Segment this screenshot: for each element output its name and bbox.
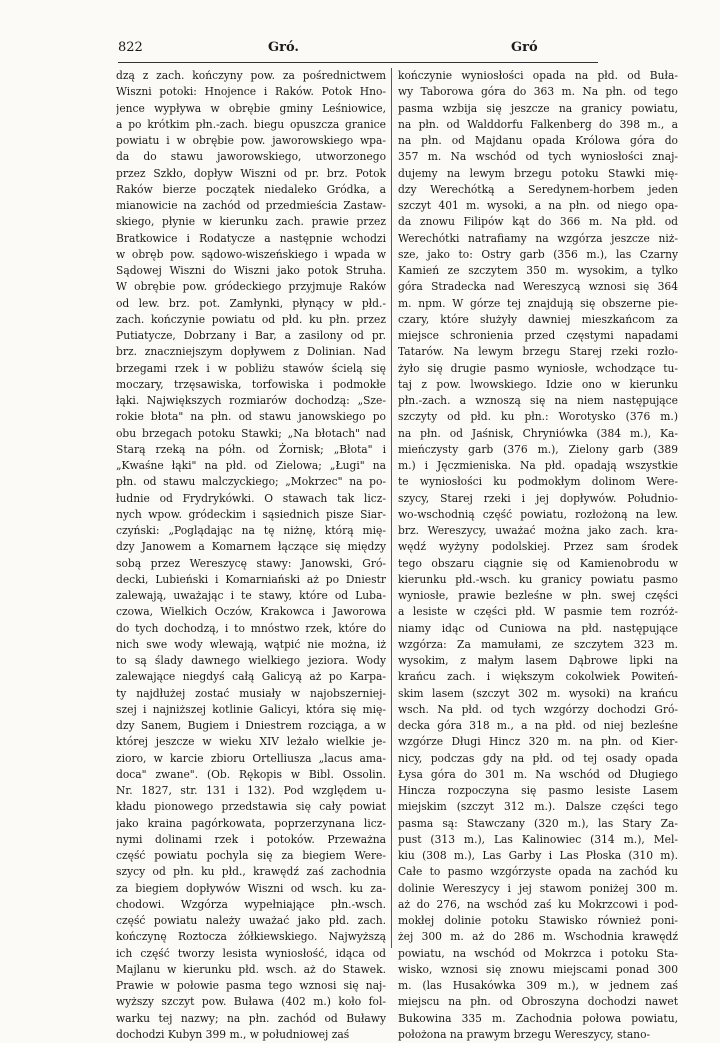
text-line: zioro, w karcie zbioru Ortelliusza „lacus ama- — [116, 751, 386, 765]
text-line: czary, które służyły dawniej mieszkańcom za — [398, 312, 678, 326]
running-head-right: Gró — [511, 40, 538, 55]
text-line: powiatu, na wschód od Mokrzca i potoku Sta- — [398, 946, 678, 960]
text-line: brz. znaczniejszym dopływem z Dolinian. Nad — [116, 345, 386, 359]
text-line: czowa, Wielkich Oczów, Krakowca i Jaworowa — [116, 605, 386, 619]
text-line: moczary, trzęsawiska, torfowiska i podmokłe — [116, 377, 386, 391]
text-line: w obręb pow. sądowo-wiszeńskiego i wpada w — [116, 247, 386, 261]
text-line: dzy Janowem a Komarnem łączące się między — [116, 540, 386, 554]
text-line: te wyniosłości ku podmokłym dolinom Were- — [398, 475, 678, 489]
text-line: sobą przez Wereszycę stawy: Janowski, Gró- — [116, 556, 386, 570]
text-line: Prawie w połowie pasma tego wznosi się naj- — [116, 979, 386, 992]
text-line: Bratkowice i Rodatycze a następnie wchodzi — [116, 231, 386, 245]
text-line: taj z pow. lwowskiego. Idzie ono w kierunku — [398, 377, 678, 391]
column-divider — [391, 68, 392, 948]
text-line: nymi dolinami rzek i potoków. Przeważna — [116, 832, 386, 846]
text-line: wo-wschodnią część powiatu, rozłożoną na lew. — [398, 507, 678, 521]
page-number: 822 — [118, 40, 143, 55]
text-line: krańcu zach. i większym cokolwiek Powiteń- — [398, 670, 678, 684]
text-line: zalewają, uważając i te stawy, które od Luba- — [116, 589, 386, 602]
text-line: wzgórze Długi Hincz 320 m. na płn. od Kier- — [398, 735, 678, 749]
text-line: m. npm. W górze tej znajdują się obszerne pie- — [398, 296, 678, 310]
text-line: da znowu Filipów kąt do 366 m. Na płd. od — [398, 215, 678, 229]
text-line: warku tej nazwy; na płn. zachód od Buławy — [116, 1011, 386, 1025]
text-line: wyniosłe, prawie bezleśne w płn. swej części — [398, 589, 678, 602]
text-line: to są ślady dawnego wielkiego jeziora. Wody — [116, 654, 386, 667]
text-line: żej 300 m. aż do 286 m. Wschodnia krawędź — [398, 930, 678, 944]
text-line: pasma wzbija się jeszcze na granicy powiatu, — [398, 101, 678, 115]
running-header — [118, 40, 596, 60]
text-line: nych wpow. gródeckim i sąsiednich pisze Siar- — [116, 507, 386, 521]
text-line: kończynę Roztocza żółkiewskiego. Najwyższą — [116, 930, 386, 944]
text-line: miejskim (szczyt 312 m.). Dalsze części tego — [398, 800, 678, 814]
text-line: szej i najniższej kotlinie Galicyi, która się mię- — [116, 702, 386, 716]
text-line: nicy, podczas gdy na płd. od tej osady opada — [398, 751, 678, 765]
text-line: da do stawu jaworowskiego, utworzonego — [116, 150, 386, 164]
text-line: wsch. Na płd. od tych wzgórzy dochodzi Gró- — [398, 702, 678, 716]
text-line: wisko, wznosi się znowu miejscami ponad 300 — [398, 962, 678, 976]
text-line: Tatarów. Na lewym brzegu Starej rzeki rozło- — [398, 345, 678, 359]
text-line: Bukowina 335 m. Zachodnia połowa powiatu, — [398, 1011, 678, 1025]
text-line: część powiatu pochyla się za biegiem Were- — [116, 849, 386, 862]
text-line: dujemy na lewym brzegu potoku Stawki mię- — [398, 166, 678, 180]
text-line: wzgórza: Za mamułami, ze szczytem 323 m. — [398, 637, 678, 651]
text-line: miejsce schronienia przed częstymi napadami — [398, 329, 678, 342]
text-line: mieńczysty garb (376 m.), Zielony garb (389 — [398, 442, 678, 456]
text-line: aż do 276, na wschód zaś ku Mokrzcowi i pod- — [398, 897, 678, 911]
text-line: wy Taborowa góra do 363 m. Na płn. od tego — [398, 85, 678, 99]
header-rule — [118, 62, 598, 63]
text-line: Łysa góra do 301 m. Na wschód od Długiego — [398, 767, 678, 781]
text-line: łudnie od Frydrykówki. O stawach tak licz- — [116, 491, 386, 505]
text-line: żyło się drugie pasmo wyniosłe, wchodzące tu- — [398, 361, 678, 375]
text-line: Werechótki natrafiamy na wzgórza jeszcze niż- — [398, 231, 678, 245]
text-line: ty najdłużej zostać musiały w najobszerniej- — [116, 686, 386, 700]
text-line: zalewające niegdyś całą Galicyą aż po Karpa- — [116, 670, 386, 684]
text-line: na płn. od Majdanu opada Królowa góra do — [398, 134, 678, 147]
text-line: „Kwaśne łąki" na płd. od Zielowa; „Ługi" na — [116, 459, 386, 472]
text-line: dzy Sanem, Bugiem i Dniestrem rozciąga, a w — [116, 719, 386, 732]
text-line: Całe to pasmo wzgórzyste opada na zachód ku — [398, 865, 678, 879]
text-line: czyński: „Poglądając na tę niżnę, którą mię- — [116, 524, 386, 537]
text-line: część powiatu należy uważać jako płd. zach. — [116, 914, 386, 927]
text-line: miejscu na płn. od Obroszyna dochodzi nawet — [398, 995, 678, 1009]
running-head-left: Gró. — [268, 40, 299, 55]
text-line: za biegiem dopływów Wiszni od wsch. ku za- — [116, 881, 386, 895]
text-line: Raków bierze początek niedaleko Gródka, a — [116, 182, 386, 196]
text-line: wędź wyżyny podolskiej. Przez sam środek — [398, 540, 678, 554]
text-line: 357 m. Na wschód od tych wyniosłości znaj- — [398, 150, 678, 164]
text-line: położona na prawym brzegu Wereszycy, stano- — [398, 1027, 651, 1041]
text-line: decka góra 318 m., a na płd. od niej bezleśne — [398, 719, 678, 732]
text-line: od lew. brz. pot. Zamłynki, płynący w płd.- — [116, 296, 386, 310]
text-line: powiatu i w obrębie pow. jaworowskiego wpa- — [116, 134, 386, 147]
text-line: wyższy szczyt pow. Buława (402 m.) koło fol- — [116, 995, 386, 1009]
text-line: niamy idąc od Cuniowa na płd. następujące — [398, 621, 678, 635]
text-line: szczyt 401 m. wysoki, a na płn. od niego opa- — [398, 199, 678, 212]
text-line: sze, jako to: Ostry garb (356 m.), las Czarny — [398, 247, 678, 261]
text-line: dzą z zach. kończyny pow. za pośrednictwem — [116, 69, 386, 82]
text-line: obu brzegach potoku Stawki; „Na błotach" nad — [116, 426, 386, 440]
text-line: Sądowej Wiszni do Wiszni jako potok Struha. — [116, 264, 386, 277]
text-line: do tych dochodzą, i to mnóstwo rzek, które do — [116, 621, 386, 635]
text-line: m. (las Husakówka 309 m.), w jednem zaś — [398, 979, 678, 992]
text-line: łąki. Największych rozmiarów dochodzą: „Sze- — [116, 394, 386, 407]
text-line: zach. kończynie powiatu od płd. ku płn. przez — [116, 312, 386, 326]
text-line: mianowicie na zachód od przedmieścia Zastaw- — [116, 199, 386, 212]
text-line: brzegami rzek i w pobliżu stawów ścielą się — [116, 361, 386, 375]
text-line: dochodzi Kubyn 399 m., w południowej zaś — [116, 1027, 350, 1041]
text-line: mokłej dolinie potoku Stawisko również poni- — [398, 914, 678, 927]
text-line: doca" zwane". (Ob. Rękopis w Bibl. Ossolin. — [116, 767, 386, 781]
text-line: a po krótkim płn.-zach. biegu opuszcza granice — [116, 117, 386, 131]
text-line: wysokim, z małym lasem Dąbrowe lipki na — [398, 654, 678, 667]
text-line: pust (313 m.), Las Kalinowiec (314 m.), Mel- — [398, 832, 678, 846]
text-line: chodowi. Wzgórza wypełniające płn.-wsch. — [116, 897, 386, 911]
text-line: na płn. od Walddorfu Falkenberg do 398 m., a — [398, 117, 678, 131]
text-line: pasma są: Stawczany (320 m.), las Stary Za- — [398, 816, 678, 830]
text-line: ich część tworzy lesista wyniosłość, idąca od — [116, 946, 386, 960]
text-line: jence wypływa w obrębie gminy Leśniowice, — [116, 101, 386, 115]
text-line: W obrębie pow. gródeckiego przyjmuje Raków — [116, 280, 386, 294]
text-line: nich swe wody wlewają, wątpić nie można, iż — [116, 637, 386, 651]
text-line: kiu (308 m.), Las Garby i Las Płoska (310 m). — [398, 849, 678, 862]
text-line: Hincza rozpoczyna się pasmo lesiste Lasem — [398, 784, 678, 797]
text-line: skiego, płynie w kierunku zach. prawie przez — [116, 215, 386, 229]
text-line: Kamień ze szczytem 350 m. wysokim, a tylko — [398, 264, 678, 277]
text-line: Nr. 1827, str. 131 i 132). Pod względem u- — [116, 784, 386, 797]
text-line: skim lasem (szczyt 302 m. wysoki) na krańcu — [398, 686, 678, 700]
right-column — [398, 68, 678, 1043]
text-line: rokie błota" na płn. od stawu janowskiego po — [116, 410, 386, 424]
text-line: brz. Wereszycy, uważać można jako zach. kra- — [398, 524, 678, 537]
text-line: kładu pionowego przedstawia się cały powiat — [116, 800, 386, 814]
text-line: płn. od stawu malczyckiego; „Mokrzec" na po- — [116, 475, 386, 489]
text-line: tego obszaru ciągnie się od Kamienobrodu w — [398, 556, 678, 570]
text-line: płn.-zach. a wznoszą się na niem następujące — [398, 394, 678, 407]
text-line: m.) i Jęczmieniska. Na płd. opadają wszystkie — [398, 459, 678, 472]
text-line: Putiatycze, Dobrzany i Bar, a zasilony od pr. — [116, 329, 386, 342]
text-line: kierunku płd.-wsch. ku granicy powiatu pasmo — [398, 572, 678, 586]
text-line: Majlanu w kierunku płd. wsch. aż do Stawek. — [116, 962, 386, 976]
text-line: której jeszcze w wieku XIV leżało wielkie je- — [116, 735, 386, 749]
text-line: decki, Lubieński i Komarniański aż po Dniestr — [116, 572, 386, 586]
text-line: szczyty od płd. ku płn.: Worotysko (376 m.) — [398, 410, 678, 424]
text-line: szycy od płn. ku płd., krawędź zaś zachodnia — [116, 865, 386, 879]
text-line: a lesiste w części płd. W pasmie tem rozróż- — [398, 605, 678, 619]
text-line: szycy, Starej rzeki i jej dopływów. Południo- — [398, 491, 678, 505]
text-line: na płn. od Jaśnisk, Chryniówka (384 m.), Ka- — [398, 426, 678, 440]
text-line: przez Szkło, dopływ Wiszni od pr. brz. Potok — [116, 166, 386, 180]
text-line: dolinie Wereszycy i jej stawom poniżej 300 m. — [398, 881, 678, 895]
text-line: kończynie wyniosłości opada na płd. od Buła- — [398, 69, 678, 82]
text-line: Wiszni potoki: Hnojence i Raków. Potok Hno- — [116, 85, 386, 99]
text-line: góra Stradecka nad Wereszycą wznosi się 364 — [398, 280, 678, 294]
text-line: Starą rzeką na półn. od Żornisk; „Błota" i — [116, 442, 386, 456]
left-column — [116, 68, 386, 1043]
text-line: dzy Werechótką a Seredynem-horbem jeden — [398, 182, 678, 196]
text-line: jako kraina pagórkowata, poprzerzynana licz- — [116, 816, 386, 830]
